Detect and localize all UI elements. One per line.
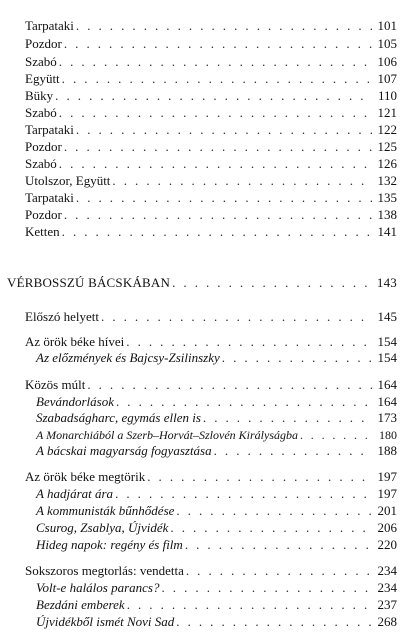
dot-leader	[76, 190, 372, 206]
toc-subentry	[36, 614, 397, 630]
dot-leader	[222, 350, 372, 366]
chapter-title: Az örök béke megtörik	[25, 469, 146, 484]
toc-entry	[25, 139, 397, 155]
toc-chapter	[25, 563, 397, 579]
dot-leader	[76, 122, 372, 138]
toc-entry	[25, 88, 397, 104]
subentry-page: 154	[377, 350, 397, 365]
toc-entry-title: Pozdor	[25, 207, 62, 222]
dot-leader	[147, 469, 372, 485]
subentry-title: Bezdáni emberek	[36, 597, 125, 612]
toc-entry	[25, 54, 397, 70]
toc-entry-page: 105	[377, 36, 397, 51]
section-title: VÉRBOSSZÚ BÁCSKÁBAN	[7, 275, 171, 290]
subentry-page: 164	[377, 394, 397, 409]
toc-entry-title: Tarpataki	[25, 190, 74, 205]
toc-entry-page: 121	[377, 105, 397, 120]
section-page: 143	[376, 275, 397, 290]
subentry-title: Volt-e halálos parancs?	[36, 580, 160, 595]
dot-leader	[176, 614, 372, 630]
toc-chapter	[25, 334, 397, 350]
dot-leader	[59, 156, 372, 172]
toc-entry	[25, 173, 397, 189]
toc-subentry	[36, 537, 397, 553]
chapter-page: 234	[377, 563, 397, 578]
toc-entry-page: 106	[377, 54, 397, 69]
toc-entry-page: 126	[377, 156, 397, 171]
toc-entry-title: Szabó	[25, 54, 57, 69]
toc-subentry	[36, 597, 397, 613]
subentry-page: 180	[379, 428, 397, 442]
dot-leader	[55, 88, 372, 104]
toc-entry-page: 141	[377, 224, 397, 239]
toc-subentry	[36, 486, 397, 502]
subentry-title: A hadjárat ára	[36, 486, 114, 501]
toc-entry	[25, 190, 397, 206]
subentry-page: 188	[377, 443, 397, 458]
dot-leader	[176, 503, 372, 519]
dot-leader	[170, 520, 372, 536]
dot-leader	[127, 597, 372, 613]
preface-title: Előszó helyett	[25, 309, 100, 324]
dot-leader	[162, 580, 373, 596]
subentry-page: 173	[377, 410, 397, 425]
dot-leader	[76, 18, 372, 34]
subentry-title: Csurog, Zsablya, Újvidék	[36, 520, 169, 535]
dot-leader	[203, 410, 372, 426]
toc-subentry	[36, 503, 397, 519]
toc-entry-page: 107	[377, 71, 397, 86]
dot-leader	[64, 36, 372, 52]
toc-entry-title: Tarpataki	[25, 18, 74, 33]
toc-entry	[25, 224, 397, 240]
subentry-title: Bevándorlások	[36, 394, 114, 409]
toc-entry	[25, 18, 397, 34]
subentry-title: Újvidékből ismét Novi Sad	[36, 614, 175, 629]
subentry-page: 197	[377, 486, 397, 501]
subentry-title: A Monarchiából a Szerb–Horvát–Szlovén Királyságba	[36, 428, 298, 442]
toc-subentry	[36, 580, 397, 596]
dot-leader	[112, 173, 372, 189]
toc-entry-title: Utolszor, Együtt	[25, 173, 111, 188]
toc-entry-title: Szabó	[25, 105, 57, 120]
toc-entry-page: 138	[377, 207, 397, 222]
toc-entry-page: 132	[377, 173, 397, 188]
dot-leader	[116, 394, 372, 410]
chapter-page: 164	[377, 377, 397, 392]
dot-leader	[172, 275, 372, 291]
chapter-title: Közös múlt	[25, 377, 86, 392]
toc-entry-page: 135	[377, 190, 397, 205]
chapter-title: Sokszoros megtorlás: vendetta	[25, 563, 184, 578]
toc-chapter	[25, 377, 397, 393]
toc-subentry	[36, 427, 397, 443]
toc-subentry	[36, 394, 397, 410]
dot-leader	[214, 443, 372, 459]
subentry-title: Szabadságharc, egymás ellen is	[36, 410, 201, 425]
chapter-title: Az örök béke hívei	[25, 334, 125, 349]
toc-entry	[25, 156, 397, 172]
dot-leader	[64, 139, 372, 155]
dot-leader	[62, 71, 372, 87]
preface-page: 145	[377, 309, 397, 324]
toc-subentry	[36, 443, 397, 459]
subentry-page: 237	[377, 597, 397, 612]
subentry-title: Hideg napok: regény és film	[36, 537, 183, 552]
dot-leader	[300, 427, 372, 443]
subentry-page: 234	[377, 580, 397, 595]
toc-entry-page: 125	[377, 139, 397, 154]
subentry-page: 206	[377, 520, 397, 535]
dot-leader	[101, 309, 372, 325]
toc-entry-page: 110	[377, 88, 397, 103]
subentry-title: A bácskai magyarság fogyasztása	[36, 443, 212, 458]
toc-entry	[25, 207, 397, 223]
toc-entry	[25, 71, 397, 87]
toc-entry-title: Együtt	[25, 71, 60, 86]
dot-leader	[64, 207, 372, 223]
toc-subentry	[36, 520, 397, 536]
chapter-page: 154	[377, 334, 397, 349]
toc-subentry	[36, 350, 397, 366]
dot-leader	[126, 334, 372, 350]
dot-leader	[59, 105, 372, 121]
subentry-title: Az előzmények és Bajcsy-Zsilinszky	[36, 350, 220, 365]
subentry-page: 220	[377, 537, 397, 552]
toc-entry	[25, 122, 397, 138]
toc-entry-page: 122	[377, 122, 397, 137]
toc-preface	[25, 309, 397, 325]
toc-entry-title: Szabó	[25, 156, 57, 171]
dot-leader	[185, 537, 372, 553]
dot-leader	[62, 224, 372, 240]
toc-entry-title: Büky	[25, 88, 54, 103]
toc-entry-title: Pozdor	[25, 139, 62, 154]
subentry-page: 201	[377, 503, 397, 518]
dot-leader	[115, 486, 372, 502]
toc-entry	[25, 36, 397, 52]
toc-entry-title: Ketten	[25, 224, 60, 239]
subentry-page: 268	[377, 614, 397, 629]
toc-entry	[25, 105, 397, 121]
toc-entry-title: Pozdor	[25, 36, 62, 51]
toc-entry-title: Tarpataki	[25, 122, 74, 137]
toc-chapter	[25, 469, 397, 485]
subentry-title: A kommunisták bűnhődése	[36, 503, 175, 518]
chapter-page: 197	[377, 469, 397, 484]
dot-leader	[186, 563, 372, 579]
toc-section-heading	[7, 275, 397, 291]
toc-entry-page: 101	[377, 18, 397, 33]
dot-leader	[59, 54, 372, 70]
dot-leader	[87, 377, 372, 393]
toc-subentry	[36, 410, 397, 426]
